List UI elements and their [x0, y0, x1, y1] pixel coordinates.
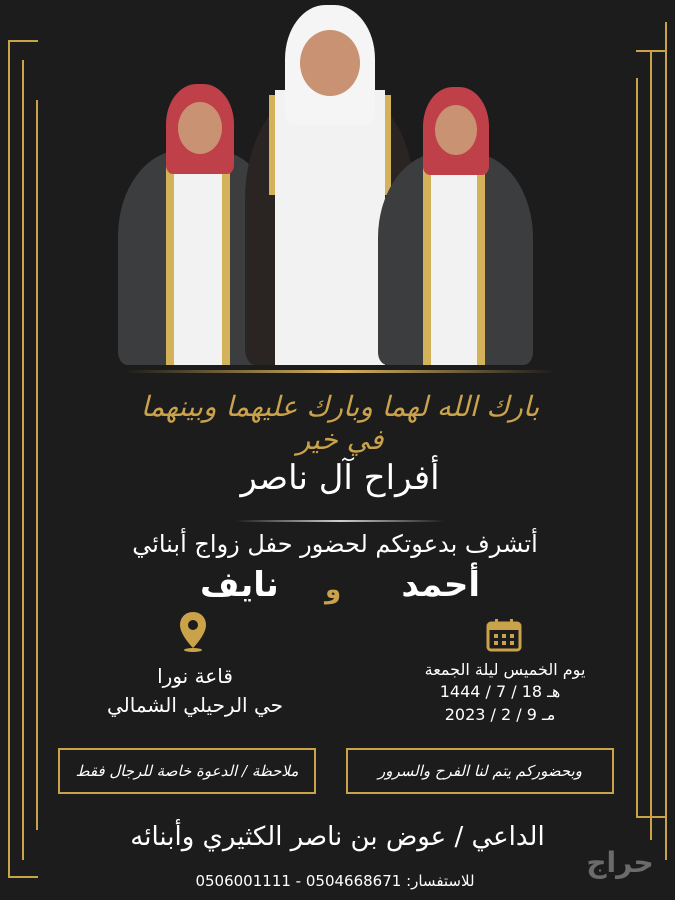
groom-names-conjunction: و	[325, 575, 342, 605]
frame-line-right-outer	[665, 22, 667, 860]
location-pin-icon	[178, 610, 208, 652]
frame-line-left-top	[8, 40, 38, 42]
contact-line: للاستفسار: 0504668671 - 0506001111	[195, 872, 475, 890]
date-gregorian: 2023 / 2 / 9 مـ	[444, 705, 556, 724]
blessing-calligraphy: بارك الله لهما وبارك عليهما وبينهما في خير	[140, 390, 540, 456]
family-photo	[110, 0, 540, 368]
frame-line-left-bottom	[8, 876, 38, 878]
family-title: أفراح آل ناصر	[240, 458, 440, 498]
right-son-figure	[378, 85, 533, 365]
groom-names	[180, 565, 500, 615]
host-line: الداعي / عوض بن ناصر الكثيري وأبنائه	[130, 822, 545, 852]
frame-line-left-mid	[36, 100, 38, 830]
date-day: يوم الخميس ليلة الجمعة	[424, 660, 586, 679]
date-hijri: 1444 / 7 / 18 هـ	[439, 682, 561, 701]
frame-line-left-inner	[22, 60, 24, 860]
title-underline	[235, 520, 445, 522]
calendar-icon	[486, 618, 522, 652]
wish-box: وبحضوركم يتم لنا الفرح والسرور	[346, 748, 614, 794]
venue-area: حي الرحيلي الشمالي	[106, 693, 284, 717]
frame-line-right-top	[636, 50, 666, 52]
frame-line-right-mid	[636, 78, 638, 818]
watermark: حراج	[586, 846, 654, 879]
frame-line-left-outer	[8, 40, 10, 878]
invitation-line: أتشرف بدعوتكم لحضور حفل زواج أبنائي	[132, 530, 538, 558]
photo-divider	[125, 370, 555, 373]
groom-name-first: أحمد	[401, 565, 480, 605]
frame-line-right-inner	[650, 50, 652, 840]
note-box: ملاحظة / الدعوة خاصة للرجال فقط	[58, 748, 316, 794]
groom-name-second: نايف	[200, 565, 279, 605]
frame-line-right-bottom	[636, 816, 666, 818]
venue-name: قاعة نورا	[157, 664, 233, 688]
